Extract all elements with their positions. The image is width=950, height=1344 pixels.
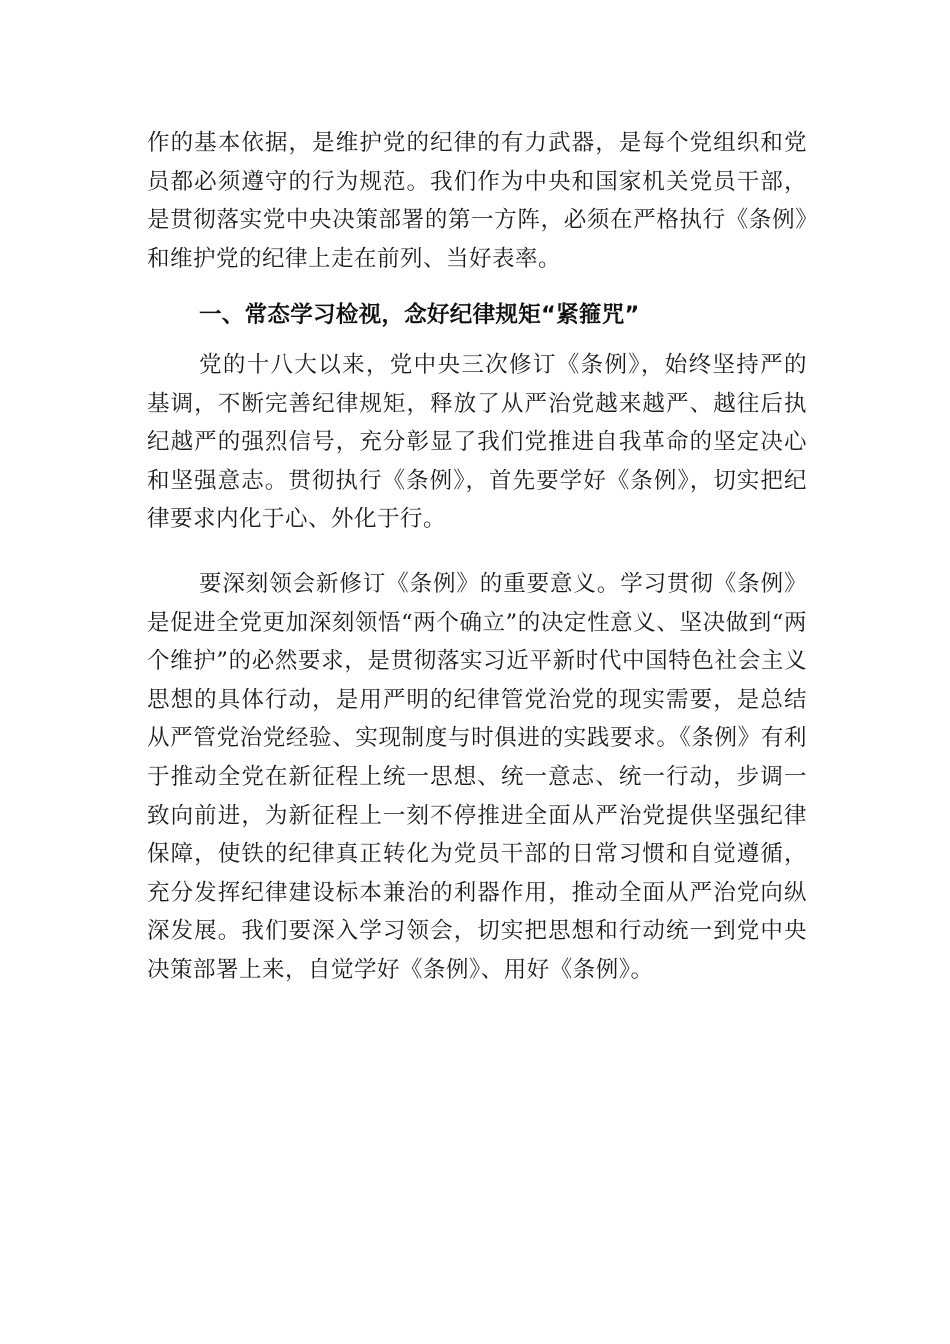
paragraph-continuation: 作的基本依据，是维护党的纪律的有力武器，是每个党组织和党员都必须遵守的行为规范。我们作为中央和国家机关党员干部，是贯彻落实党中央决策部署的第一方阵，必须在严格执行《条例》和维护党的纪律上走在前列、当好表率。 <box>147 130 807 272</box>
paragraph-discipline-history: 党的十八大以来，党中央三次修订《条例》，始终坚持严的基调，不断完善纪律规矩，释放了从严治党越来越严、越往后执纪越严的强烈信号，充分彰显了我们党推进自我革命的坚定决心和坚强意志。贯彻执行《条例》，首先要学好《条例》，切实把纪律要求内化于心、外化于行。 <box>147 352 807 533</box>
section-heading: 一、常态学习检视，念好纪律规矩“紧箍咒” <box>199 302 640 328</box>
paragraph-significance: 要深刻领会新修订《条例》的重要意义。学习贯彻《条例》是促进全党更加深刻领悟“两个确立”的决定性意义、坚决做到“两个维护”的必然要求，是贯彻落实习近平新时代中国特色社会主义思想的具体行动，是用严明的纪律管党治党的现实需要，是总结从严管党治党经验、实现制度与时俱进的实践要求。《条例》有利于推动全党在新征程上统一思想、统一意志、统一行动，步调一致向前进，为新征程上一刻不停推进全面从严治党提供坚强纪律保障，使铁的纪律真正转化为党员干部的日常习惯和自觉遵循，充分发挥纪律建设标本兼治的利器作用，推动全面从严治党向纵深发展。我们要深入学习领会，切实把思想和行动统一到党中央决策部署上来，自觉学好《条例》、用好《条例》。 <box>147 571 807 983</box>
